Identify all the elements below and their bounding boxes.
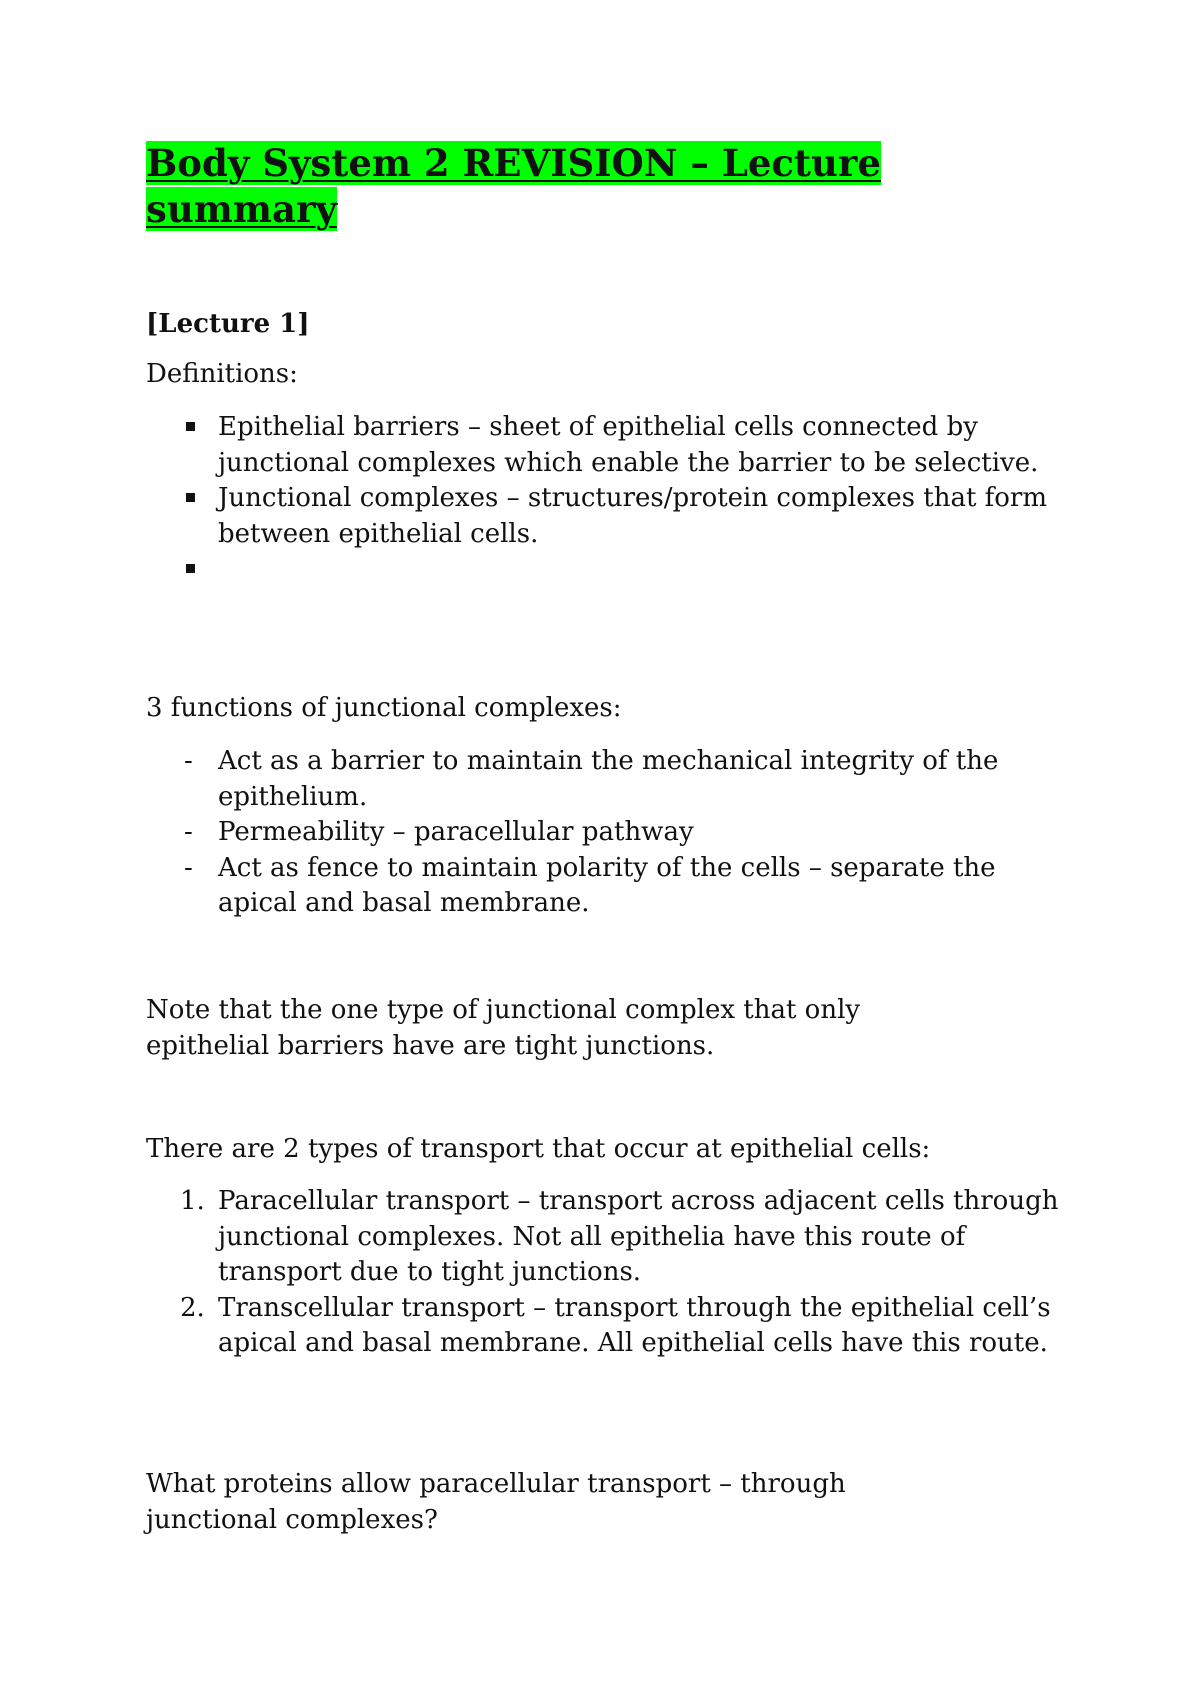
list-item: - Act as a barrier to maintain the mechanical integrity of the epithelium.	[184, 746, 999, 812]
list-number: 2.	[180, 1292, 205, 1323]
functions-heading: 3 functions of junctional complexes:	[146, 693, 622, 723]
list-item: Junctional complexes – structures/protein complexes that form between epithelial cells.	[146, 481, 1066, 552]
dash-bullet-icon: -	[184, 746, 193, 776]
square-bullet-icon	[186, 422, 195, 431]
definitions-list	[146, 410, 1066, 588]
lecture-heading: [Lecture 1]	[146, 309, 310, 339]
list-item: - Permeability – paracellular pathway	[146, 815, 1066, 851]
definitions-heading: Definitions:	[146, 359, 298, 389]
list-item: 1. Paracellular transport – transport across adjacent cells through junctional complexes. Not all epithelia have this route of transport due to tight junctions.	[180, 1186, 1059, 1287]
dash-bullet-icon: -	[184, 817, 193, 847]
question-paragraph: What proteins allow paracellular transport – through junctional complexes?	[146, 1469, 846, 1535]
list-item: 2. Transcellular transport – transport through the epithelial cell’s apical and basal membrane. All epithelial cells have this route.	[180, 1292, 1051, 1358]
list-item	[146, 552, 1066, 588]
transport-heading: There are 2 types of transport that occur at epithelial cells:	[146, 1134, 931, 1164]
document-title: Body System 2 REVISION – Lecture summary	[146, 141, 881, 231]
list-number: 1.	[180, 1186, 205, 1216]
note-paragraph: Note that the one type of junctional complex that only epithelial barriers have are tight junctions.	[146, 995, 861, 1061]
transport-list	[146, 1184, 1066, 1362]
list-item: Epithelial barriers – sheet of epithelial cells connected by junctional complexes which enable the barrier to be selective.	[146, 410, 1066, 481]
list-item: - Act as fence to maintain polarity of the cells – separate the apical and basal membrane.	[184, 852, 996, 918]
dash-bullet-icon: -	[184, 852, 193, 883]
square-bullet-icon	[186, 564, 195, 573]
square-bullet-icon	[186, 493, 195, 502]
functions-list	[146, 744, 1066, 922]
